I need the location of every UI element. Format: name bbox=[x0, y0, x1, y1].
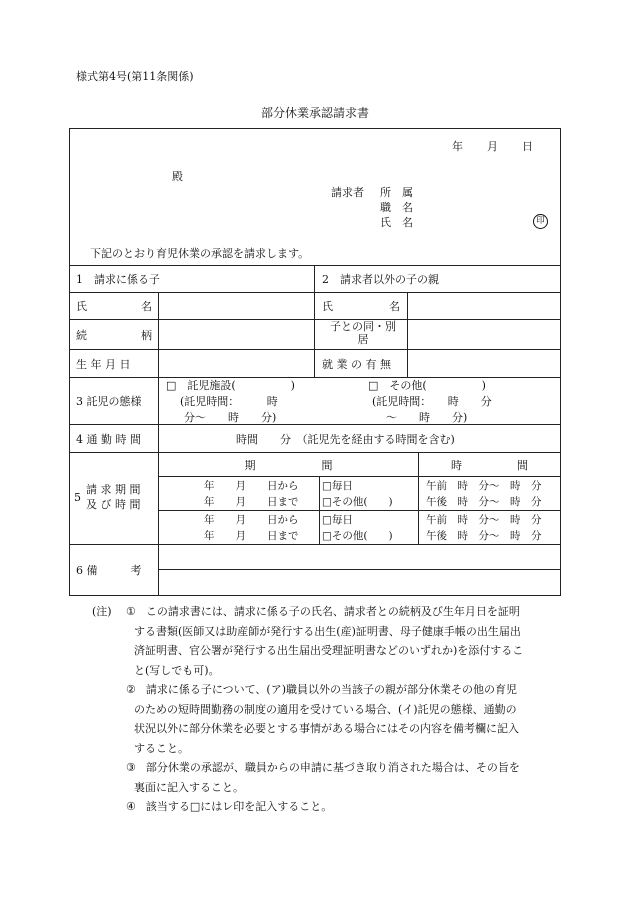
section2-title: 2 請求者以外の子の親 bbox=[322, 273, 439, 286]
care-facility-time2: 分～ 時 分) bbox=[184, 411, 277, 424]
cohabit-label: 子との同・別 居 bbox=[330, 320, 396, 346]
date-day: 日 bbox=[522, 140, 533, 153]
commute-value: 時間 分 （託児先を経由する時間を含む) bbox=[236, 432, 455, 446]
commute-label: 4 通 勤 時 間 bbox=[76, 432, 141, 446]
parent-name-label: 氏 名 bbox=[322, 300, 400, 313]
note-1-line-3: 済証明書、官公署が発行する出生届出受理証明書などのいずれか)を添付するこ bbox=[134, 644, 524, 657]
section1-title: 1 請求に係る子 bbox=[76, 273, 160, 286]
period-row-3-date: 年 月 日から bbox=[204, 514, 299, 526]
affiliation-label: 所 属 bbox=[380, 186, 413, 199]
seal-mark: 印 bbox=[533, 213, 548, 229]
time-header: 時 間 bbox=[451, 458, 528, 472]
note-3-line-2: 裏面に記入すること。 bbox=[134, 780, 244, 794]
note-1-mark: ① bbox=[126, 605, 136, 618]
care-facility-time: (託児時間： 時 bbox=[180, 395, 278, 408]
period-row-1-date: 年 月 日から bbox=[204, 480, 299, 492]
period-section-num: 5 bbox=[74, 491, 81, 504]
note-2-line-4: すること。 bbox=[134, 741, 189, 755]
care-facility-option: □ 託児施設( ) bbox=[166, 379, 295, 392]
notes-prefix: (注) bbox=[92, 605, 112, 618]
page-title: 部分休業承認請求書 bbox=[260, 106, 369, 120]
period-row-1-option: □毎日 bbox=[322, 480, 353, 492]
note-4-mark: ④ bbox=[126, 800, 136, 813]
remarks-label: 6 備 考 bbox=[76, 564, 142, 577]
period-row-3-option: □毎日 bbox=[322, 514, 353, 526]
period-row-4-date: 年 月 日まで bbox=[204, 530, 299, 542]
note-2-line-1: 請求に係る子について、(ア)職員以外の当該子の親が部分休業その他の育児 bbox=[145, 683, 518, 696]
period-row-1-time: 午前 時 分～ 時 分 bbox=[426, 480, 542, 492]
note-1-line-2: する書類(医師又は助産師が発行する出生(産)証明書、母子健康手帳の出生届出 bbox=[134, 624, 521, 638]
period-row-4-time: 午後 時 分～ 時 分 bbox=[426, 530, 542, 542]
request-statement: 下記のとおり育児休業の承認を請求します。 bbox=[90, 247, 310, 260]
child-name-label: 氏 名 bbox=[76, 300, 152, 313]
note-2-line-2: のための短時間勤務の制度の適用を受けている場合、(イ)託児の態様、通勤の bbox=[134, 702, 517, 716]
note-3-line-1: 部分休業の承認が、職員からの申請に基づき取り消された場合は、その旨を bbox=[145, 761, 520, 774]
note-2-mark: ② bbox=[126, 683, 136, 696]
note-1-line-4: と(写しでも可)。 bbox=[134, 663, 220, 677]
period-header: 期 間 bbox=[244, 458, 333, 472]
date-year: 年 bbox=[452, 140, 463, 153]
period-label: 請 求 期 間 及 び 時 間 bbox=[86, 483, 141, 511]
addressee-suffix: 殿 bbox=[172, 170, 183, 183]
period-row-4-option: □その他( ) bbox=[322, 530, 393, 542]
notes-list bbox=[126, 602, 523, 817]
child-relation-label: 続 柄 bbox=[76, 328, 152, 342]
note-2-line-3: 状況以外に部分休業を必要とする事情がある場合にはその内容を備考欄に記入 bbox=[134, 722, 519, 735]
period-row-3-time: 午前 時 分～ 時 分 bbox=[426, 514, 542, 526]
position-label: 職 名 bbox=[380, 201, 413, 214]
period-row-2-date: 年 月 日まで bbox=[204, 496, 299, 508]
date-month: 月 bbox=[487, 140, 498, 153]
form-number: 様式第4号(第11条関係) bbox=[76, 70, 194, 83]
care-other-time2: ～ 時 分) bbox=[386, 411, 468, 424]
period-row-2-option: □その他( ) bbox=[322, 496, 393, 508]
care-other-option: □ その他( ) bbox=[368, 379, 486, 392]
note-1-line-1: この請求書には、請求に係る子の氏名、請求者との続柄及び生年月日を証明 bbox=[145, 605, 520, 618]
period-row-2-time: 午後 時 分～ 時 分 bbox=[426, 496, 542, 508]
care-type-label: 3 託児の態様 bbox=[76, 395, 142, 408]
requester-label: 請求者 bbox=[331, 186, 364, 199]
note-4-line-1: 該当する□にはレ印を記入すること。 bbox=[145, 800, 333, 813]
care-other-time: (託児時間： 時 分 bbox=[372, 395, 492, 408]
note-3-mark: ③ bbox=[126, 761, 136, 774]
child-birth-label: 生 年 月 日 bbox=[76, 357, 131, 371]
name-label: 氏 名 bbox=[380, 216, 413, 229]
employment-label: 就 業 の 有 無 bbox=[322, 357, 391, 371]
